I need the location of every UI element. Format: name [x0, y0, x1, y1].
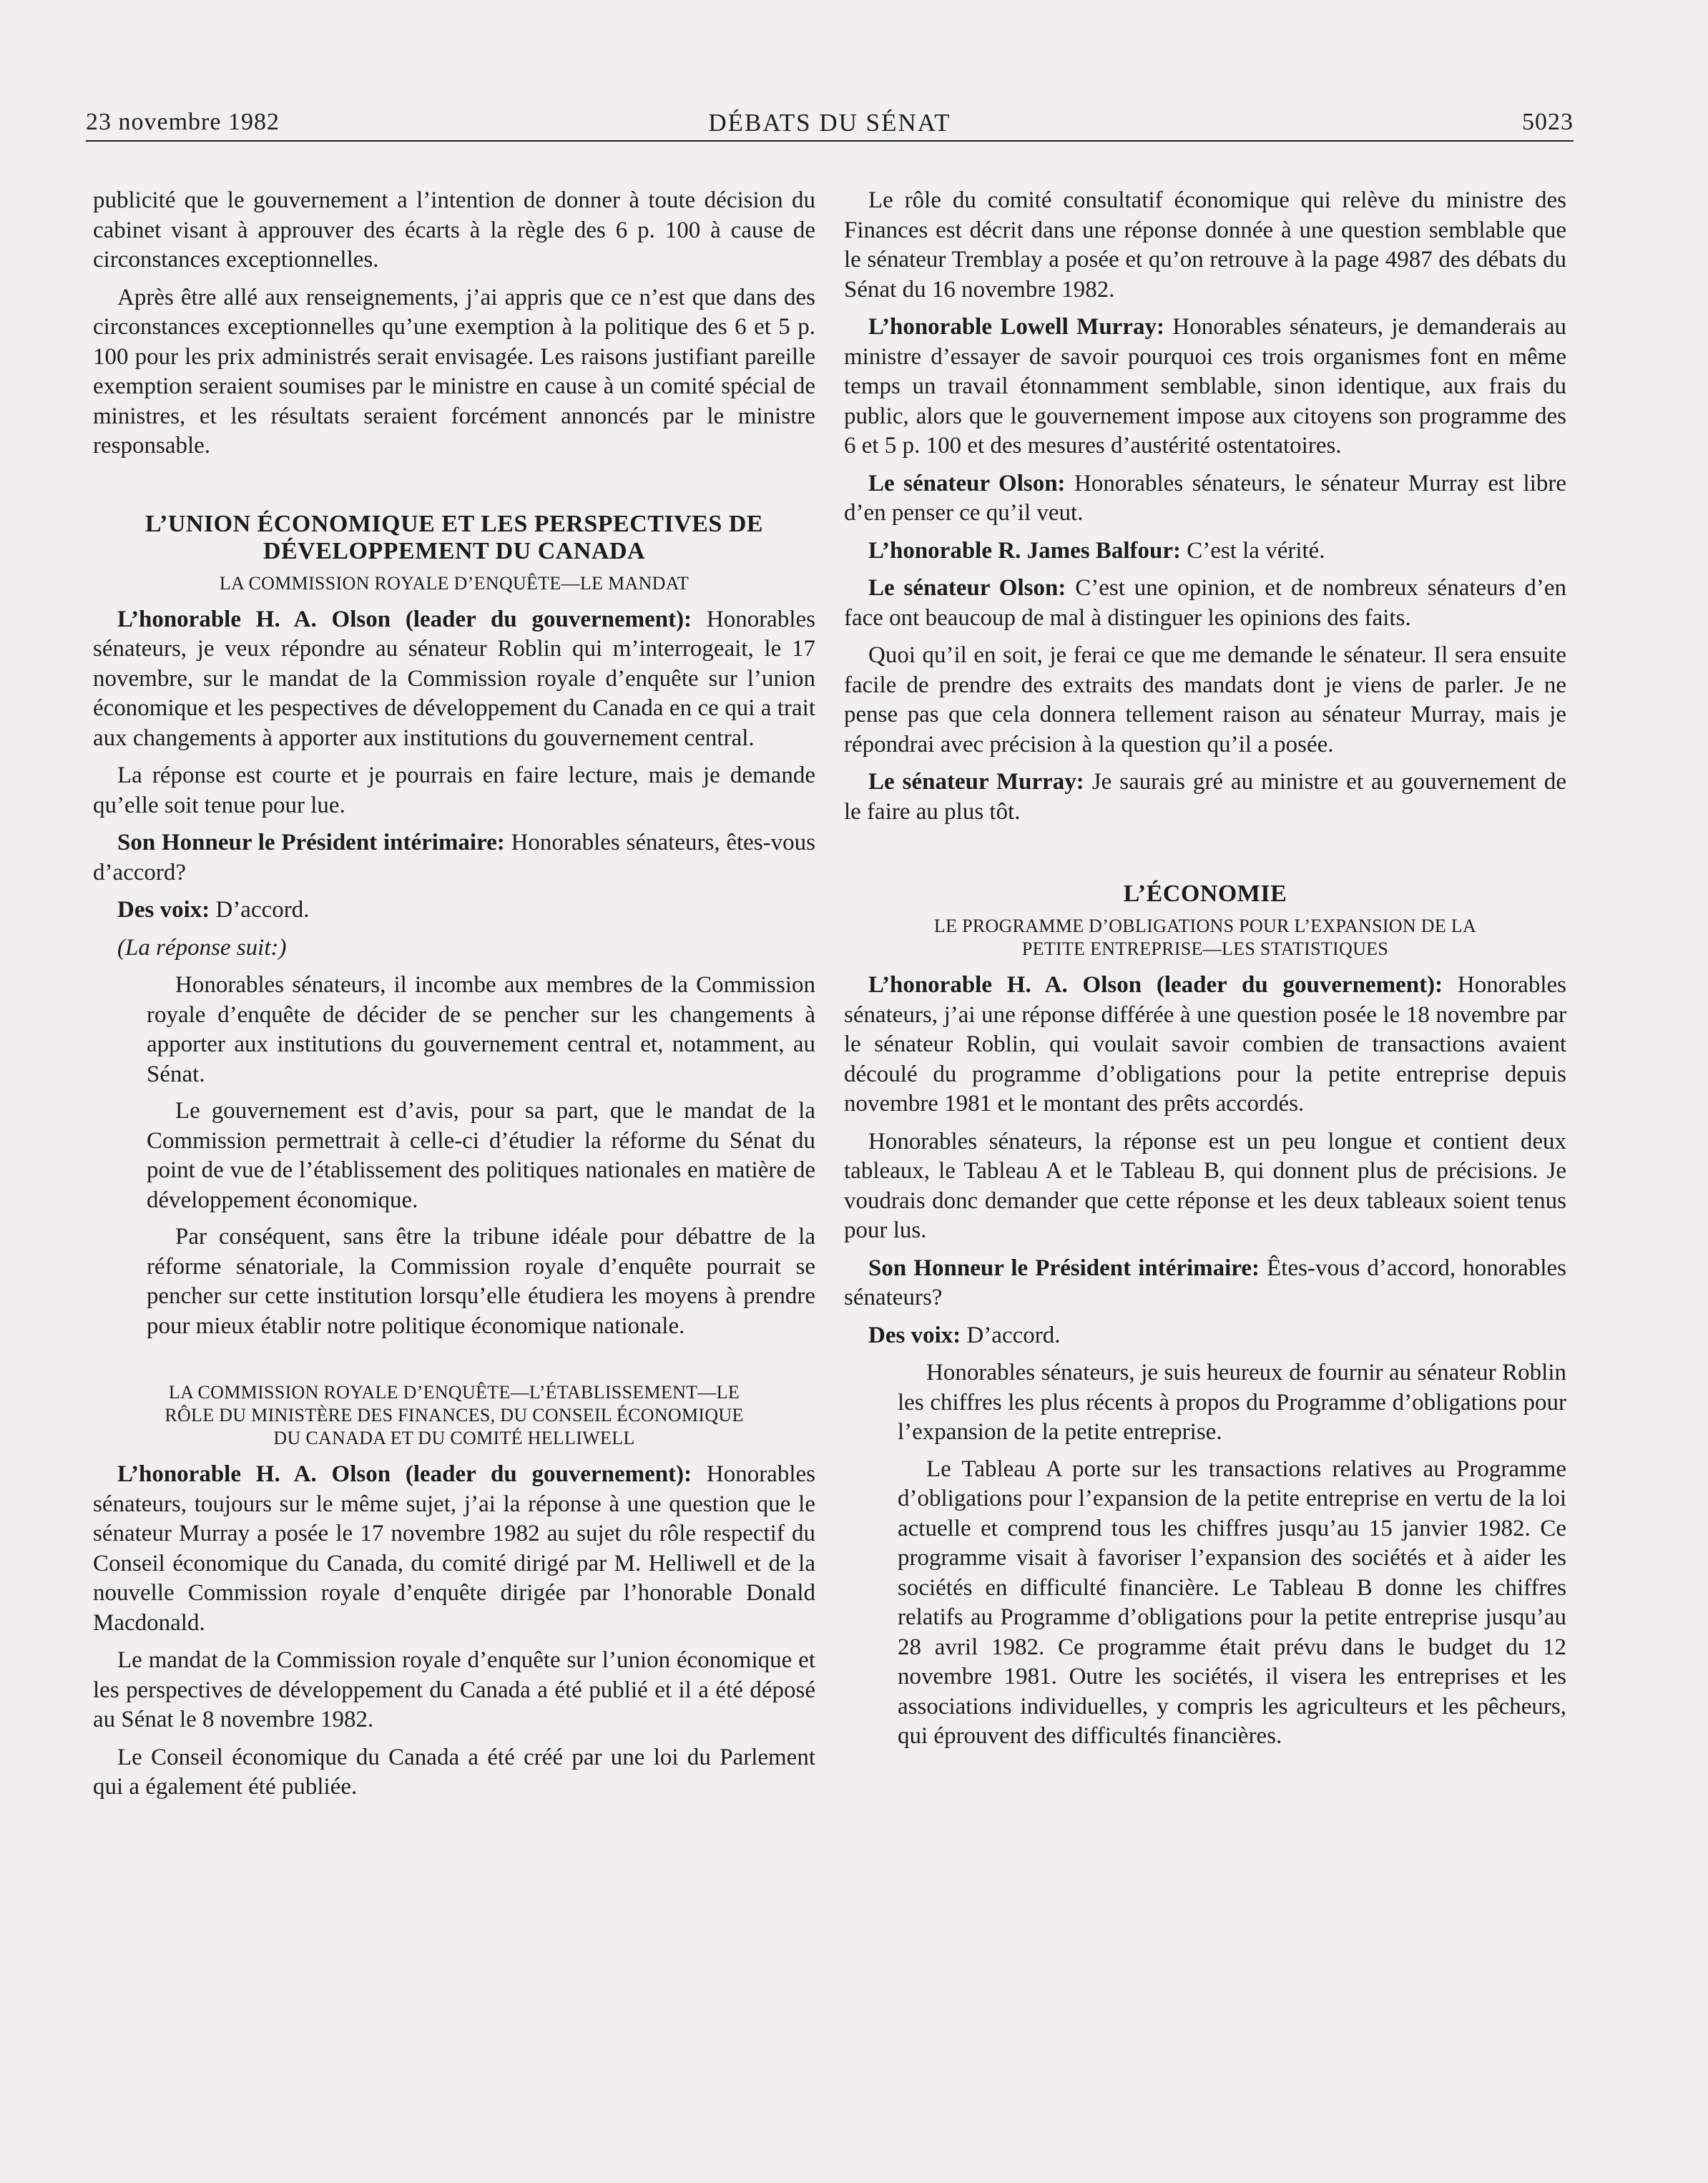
- subheading: [844, 915, 1566, 961]
- speaker-name: Le sénateur Olson:: [868, 575, 1066, 601]
- section-heading: L’ÉCONOMIE: [1123, 880, 1287, 907]
- speech-text: C’est la vérité.: [1180, 537, 1325, 564]
- speaker-name: Des voix:: [868, 1322, 961, 1348]
- paragraph: Le gouvernement est d’avis, pour sa part, que le mandat de la Commission permettrait à celle-ci d’étudier la réforme du Sénat du point de vue de l’établissement des politiques nationales en matière de développement économique.: [147, 1098, 815, 1213]
- speaker-name: L’honorable H. A. Olson (leader du gouvernement):: [868, 972, 1443, 998]
- header-page-number: 5023: [1522, 109, 1574, 135]
- quoted-answer: [844, 1358, 1566, 1752]
- speech-paragraph: [844, 313, 1566, 461]
- speaker-name: Le sénateur Olson:: [868, 470, 1066, 496]
- speech-text: Honorables sénateurs, êtes-vous d’accord?: [93, 830, 816, 886]
- paragraph: Quoi qu’il en soit, je ferai ce que me demande le sénateur. Il sera ensuite facile de prendre des extraits des mandats dont je viens de parler. Je ne pense pas que cela donnera tellement raison au sénateur Murray, mais je répondrai avec précision à la question qu’il a posée.: [844, 642, 1566, 757]
- left-column: [93, 186, 815, 1810]
- speech-text: Êtes-vous d’accord, honorables sénateurs?: [844, 1255, 1566, 1310]
- speaker-name: Son Honneur le Président intérimaire:: [868, 1255, 1260, 1281]
- speaker-name: Des voix:: [117, 897, 210, 923]
- subheading-line: LE PROGRAMME D’OBLIGATIONS POUR L’EXPANSION DE LA: [933, 916, 1477, 936]
- paragraph: Le Conseil économique du Canada a été créé par une loi du Parlement qui a également été publiée.: [93, 1744, 815, 1800]
- paragraph: Par conséquent, sans être la tribune idéale pour débattre de la réforme sénatoriale, la Commission royale d’enquête pourrait se pencher sur cette institution lorsqu’elle étudiera les moyens à prendre pour mieux établir notre politique économique nationale.: [147, 1224, 815, 1339]
- speech-paragraph: [93, 828, 815, 888]
- speech-paragraph: [844, 536, 1566, 566]
- speaker-name: L’honorable H. A. Olson (leader du gouvernement):: [117, 606, 692, 632]
- section-heading: [93, 511, 815, 565]
- header-title: DÉBATS DU SÉNAT: [708, 109, 951, 137]
- quoted-answer: [93, 971, 815, 1341]
- speech-paragraph: [93, 605, 815, 754]
- speaker-name: L’honorable R. James Balfour:: [868, 537, 1181, 564]
- stage-direction: (La réponse suit:): [117, 934, 287, 961]
- running-header: [86, 106, 1574, 142]
- speech-paragraph: [844, 574, 1566, 633]
- speech-text: D’accord.: [961, 1322, 1061, 1348]
- speaker-name: Son Honneur le Président intérimaire:: [117, 830, 505, 855]
- right-column: [844, 186, 1566, 1759]
- speech-text: Honorables sénateurs, je demanderais au ministre d’essayer de savoir pourquoi ces trois organismes font en même temps un travail étonnamment semblable, sinon identique, aux frais du public, alors que le gouvernement impose aux citoyens son programme des 6 et 5 p. 100 et des mesures d’austérité ostentatoires.: [844, 314, 1566, 458]
- section-heading-line: DÉVELOPPEMENT DU CANADA: [262, 537, 646, 564]
- speech-paragraph: [844, 469, 1566, 529]
- speech-paragraph: [844, 767, 1566, 827]
- speech-paragraph: [844, 971, 1566, 1119]
- speech-paragraph: [93, 1460, 815, 1638]
- paragraph: Après être allé aux renseignements, j’ai appris que ce n’est que dans des circonstances exceptionnelles qu’une exemption à la politique des 6 et 5 p. 100 pour les prix administrés serait envisagée. Les raisons justifiant pareille exemption seraient soumises par le ministre en cause à un comité spécial de ministres, et les résultats seraient forcément annoncés par le ministre responsable.: [93, 284, 815, 458]
- speaker-name: L’honorable Lowell Murray:: [868, 314, 1164, 340]
- speech-text: Honorables sénateurs, le sénateur Murray est libre d’en penser ce qu’il veut.: [844, 470, 1566, 526]
- section-heading-line: L’UNION ÉCONOMIQUE ET LES PERSPECTIVES DE: [144, 510, 764, 537]
- speech-text: Honorables sénateurs, je veux répondre au sénateur Roblin qui m’interrogeait, le 17 novembre, sur le mandat de la Commission royale d’enquête sur l’union économique et les pespectives de développement du Canada en ce qui a trait aux changements à apporter aux institutions du gouvernement central.: [93, 606, 815, 751]
- paragraph: Le mandat de la Commission royale d’enquête sur l’union économique et les perspectives de développement du Canada a été publié et il a été déposé au Sénat le 8 novembre 1982.: [93, 1647, 815, 1732]
- paragraph: Le rôle du comité consultatif économique qui relève du ministre des Finances est décrit dans une réponse donnée à une question semblable que le sénateur Tremblay a posée et qu’on retrouve à la page 4987 des débats du Sénat du 16 novembre 1982.: [844, 187, 1566, 303]
- speech-paragraph: [93, 896, 815, 926]
- subheading: LA COMMISSION ROYALE D’ENQUÊTE—LE MANDAT: [219, 572, 689, 594]
- speech-text: Honorables sénateurs, toujours sur le même sujet, j’ai la réponse à une question que le sénateur Murray a posée le 17 novembre 1982 au sujet du rôle respectif du Conseil économique du Canada, du comité dirigé par M. Helliwell et de la nouvelle Commission royale d’enquête dirigée par l’honorable Donald Macdonald.: [93, 1461, 815, 1636]
- speaker-name: L’honorable H. A. Olson (leader du gouvernement):: [117, 1461, 692, 1487]
- subheading: [93, 1381, 815, 1450]
- header-date: 23 novembre 1982: [86, 109, 280, 135]
- paragraph: Le Tableau A porte sur les transactions relatives au Programme d’obligations pour l’expansion de la petite entreprise en vertu de la loi actuelle et comprend tous les chiffres jusqu’au 15 janvier 1982. Ce programme visait à favoriser l’expansion des sociétés et à aider les sociétés en difficulté financière. Le Tableau B donne les chiffres relatifs au Programme d’obligations pour la petite entreprise jusqu’au 28 avril 1982. Ce programme était prévu dans le budget du 12 novembre 1981. Outre les sociétés, il visera les entreprises et les associations individuelles, y compris les agriculteurs et les pêcheurs, qui éprouvent des difficultés financières.: [898, 1456, 1566, 1749]
- speech-text: Je saurais gré au ministre et au gouvernement de le faire au plus tôt.: [844, 769, 1567, 825]
- paragraph: Honorables sénateurs, la réponse est un peu longue et contient deux tableaux, le Tableau A et le Tableau B, qui donnent plus de précisions. Je voudrais donc demander que cette réponse et les deux tableaux soient tenus pour lus.: [844, 1128, 1566, 1243]
- paragraph: Honorables sénateurs, il incombe aux membres de la Commission royale d’enquête de décider de se pencher sur les changements à apporter aux institutions du gouvernement central et, notamment, au Sénat.: [147, 972, 815, 1087]
- speech-paragraph: [844, 1254, 1566, 1313]
- speech-text: Honorables sénateurs, j’ai une réponse différée à une question posée le 18 novembre par le sénateur Roblin, qui voulait savoir combien de transactions avaient découlé du programme d’obligations pour la petite entreprise depuis novembre 1981 et le montant des prêts accordés.: [844, 972, 1566, 1117]
- paragraph: publicité que le gouvernement a l’intention de donner à toute décision du cabinet visant à approuver des écarts à la règle des 6 p. 100 à cause de circonstances exceptionnelles.: [93, 187, 815, 273]
- speech-text: D’accord.: [210, 897, 310, 923]
- paragraph: Honorables sénateurs, je suis heureux de fournir au sénateur Roblin les chiffres les plus récents à propos du Programme d’obligations pour l’expansion de la petite entreprise.: [898, 1360, 1566, 1445]
- subheading-line: RÔLE DU MINISTÈRE DES FINANCES, DU CONSEIL ÉCONOMIQUE: [165, 1405, 744, 1426]
- subheading-line: DU CANADA ET DU COMITÉ HELLIWELL: [273, 1428, 635, 1448]
- subheading-line: LA COMMISSION ROYALE D’ENQUÊTE—L’ÉTABLISSEMENT—LE: [168, 1382, 740, 1403]
- paragraph: La réponse est courte et je pourrais en faire lecture, mais je demande qu’elle soit tenue pour lue.: [93, 762, 815, 818]
- speaker-name: Le sénateur Murray:: [868, 769, 1084, 795]
- speech-paragraph: [844, 1321, 1566, 1351]
- speech-text: C’est une opinion, et de nombreux sénateurs d’en face ont beaucoup de mal à distinguer les opinions des faits.: [844, 575, 1567, 631]
- subheading-line: PETITE ENTREPRISE—LES STATISTIQUES: [1021, 938, 1389, 959]
